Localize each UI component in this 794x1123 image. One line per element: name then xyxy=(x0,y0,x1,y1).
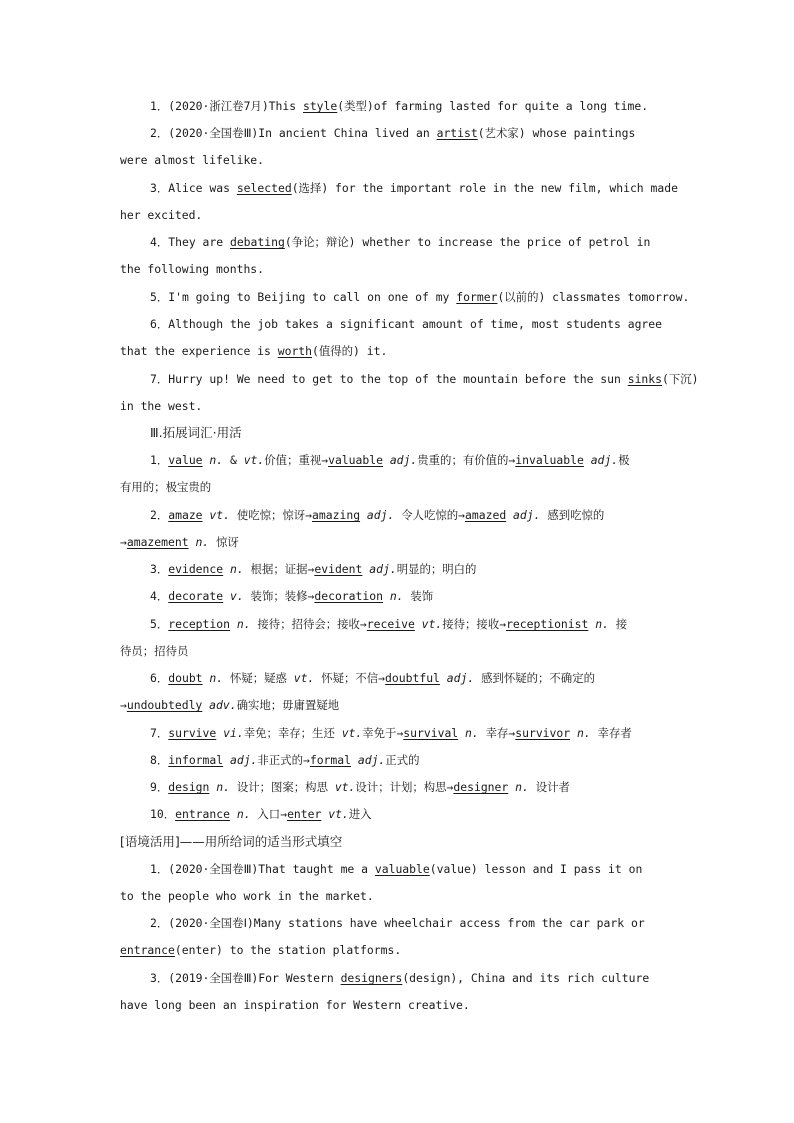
text-segment xyxy=(230,617,237,631)
part-of-speech: n. xyxy=(595,617,609,631)
text-segment: 感到吃惊的 xyxy=(540,508,605,522)
sentence-7-line-2 xyxy=(120,398,680,414)
part-of-speech: n. xyxy=(236,807,251,821)
text-segment: 价值；重视→ xyxy=(264,453,329,467)
sentence-2-line-2 xyxy=(120,152,680,168)
text-segment: 2． xyxy=(150,508,169,522)
part-of-speech: adj. xyxy=(389,453,418,467)
part-of-speech: vt. xyxy=(421,617,443,631)
answer-word: entrance xyxy=(120,943,175,957)
answer-word: style xyxy=(302,99,338,113)
text-segment: 5．I'm going to Beijing to call on one of my xyxy=(150,290,457,304)
answer-word: amazement xyxy=(126,535,189,549)
sentence-4-line-1 xyxy=(150,234,680,250)
text-segment: that the experience is xyxy=(120,344,278,358)
answer-word: reception xyxy=(168,617,230,631)
word-family-6-line-1 xyxy=(150,670,680,686)
part-of-speech: adj. xyxy=(366,508,395,522)
part-of-speech: n. xyxy=(236,617,251,631)
text-segment: 4．They are xyxy=(150,235,230,249)
text-segment: (value) lesson and I pass it on xyxy=(429,862,643,876)
part-of-speech: n. xyxy=(389,589,404,603)
text-segment: 接待；招待会；接收→ xyxy=(250,617,367,631)
text-segment: 10． xyxy=(150,807,176,821)
text-segment: 3．(2019·全国卷Ⅲ)For Western xyxy=(150,971,341,985)
part-of-speech: n. xyxy=(216,780,230,794)
text-segment: 装饰；装修→ xyxy=(243,589,315,603)
text-segment: 2．(2020·全国卷Ⅲ)In ancient China lived an xyxy=(150,126,437,140)
answer-word: evident xyxy=(314,562,363,576)
word-family-1-line-2 xyxy=(120,479,680,495)
sentence-7-line-1 xyxy=(150,371,699,387)
text-segment: to the people who work in the market. xyxy=(120,889,374,903)
part-of-speech: vt. xyxy=(328,807,349,821)
sentence-3-line-2 xyxy=(120,207,680,223)
text-segment: 非正式的→ xyxy=(257,753,310,767)
part-of-speech: vt. xyxy=(209,508,230,522)
text-segment: & xyxy=(223,453,244,467)
part-of-speech: n. xyxy=(229,562,244,576)
text-segment: (值得的) it. xyxy=(312,344,388,358)
text-segment: 入口→ xyxy=(250,807,288,821)
word-family-10-line-1 xyxy=(150,806,680,822)
word-family-9-line-1 xyxy=(150,779,680,795)
text-segment xyxy=(415,617,422,631)
text-segment xyxy=(360,508,367,522)
word-family-1-line-1 xyxy=(150,452,680,468)
sentence-4-line-2 xyxy=(120,261,680,277)
part-of-speech: adv. xyxy=(209,698,237,712)
text-segment: 怀疑；不信→ xyxy=(314,671,386,685)
word-family-6-line-2 xyxy=(120,697,680,713)
text-segment: 6． xyxy=(150,671,169,685)
answer-word: value xyxy=(168,453,203,467)
word-family-5-line-2 xyxy=(120,643,680,659)
text-segment xyxy=(383,589,390,603)
part-of-speech: vi. xyxy=(223,726,244,740)
answer-word: sinks xyxy=(627,372,663,386)
sentence-1-line-1 xyxy=(150,98,680,114)
part-of-speech: adj. xyxy=(590,453,619,467)
text-segment: 怀疑；疑惑 xyxy=(223,671,294,685)
text-segment: 6．Although the job takes a significant amount of time, most students agree xyxy=(150,317,663,331)
text-segment: 1．(2020·浙江卷7月)This xyxy=(150,99,303,113)
text-segment: 确实地；毋庸置疑地 xyxy=(236,698,340,712)
context-sentence-2-line-2 xyxy=(120,942,680,958)
text-segment: 接 xyxy=(608,617,628,631)
section-3-heading: Ⅲ.拓展词汇·用活 xyxy=(150,425,242,440)
answer-word: valuable xyxy=(328,453,383,467)
sentence-2-line-1 xyxy=(150,125,680,141)
text-segment: 1． xyxy=(150,453,169,467)
answer-word: doubtful xyxy=(385,671,440,685)
text-segment: 7． xyxy=(150,726,169,740)
sentence-6-line-1 xyxy=(150,316,680,332)
part-of-speech: adj. xyxy=(229,753,258,767)
text-segment: (design), China and its rich culture xyxy=(402,971,650,985)
part-of-speech: vt. xyxy=(334,780,356,794)
part-of-speech: n. xyxy=(209,671,224,685)
text-segment: 3． xyxy=(150,562,169,576)
text-segment: 设计；计划；构思→ xyxy=(355,780,454,794)
answer-word: entrance xyxy=(175,807,230,821)
text-segment: 令人吃惊的→ xyxy=(394,508,466,522)
answer-word: evidence xyxy=(168,562,224,576)
answer-word: artist xyxy=(436,126,478,140)
text-segment: (下沉) xyxy=(662,372,699,386)
text-segment: (类型)of farming lasted for quite a long time. xyxy=(337,99,649,113)
text-segment xyxy=(458,726,465,740)
answer-word: receive xyxy=(366,617,415,631)
context-sentence-1-line-2 xyxy=(120,888,680,904)
text-segment: 9． xyxy=(150,780,169,794)
word-family-7-line-1 xyxy=(150,725,680,741)
text-segment: 根据；证据→ xyxy=(243,562,315,576)
answer-word: designers xyxy=(340,971,403,985)
text-segment: were almost lifelike. xyxy=(120,153,265,167)
part-of-speech: n. xyxy=(195,535,210,549)
text-segment: 4． xyxy=(150,589,169,603)
text-segment: her excited. xyxy=(120,208,203,222)
text-segment: the following months. xyxy=(120,262,265,276)
text-segment: 设计者 xyxy=(528,780,570,794)
part-of-speech: adj. xyxy=(446,671,475,685)
text-segment: 有用的；极宝贵的 xyxy=(120,480,212,494)
context-sentence-1-line-1 xyxy=(150,861,680,877)
answer-word: amazed xyxy=(465,508,507,522)
answer-word: invaluable xyxy=(515,453,584,467)
part-of-speech: n. xyxy=(465,726,479,740)
text-segment: 2．(2020·全国卷Ⅰ)Many stations have wheelchair access from the car park or xyxy=(150,916,645,930)
text-segment: 极 xyxy=(618,453,630,467)
text-segment xyxy=(230,807,237,821)
text-segment: → xyxy=(120,535,127,549)
text-segment: 幸免于→ xyxy=(362,726,404,740)
text-segment: 感到怀疑的；不确定的 xyxy=(474,671,595,685)
text-segment xyxy=(440,671,447,685)
text-segment: 接待；接收→ xyxy=(442,617,507,631)
text-segment xyxy=(223,589,230,603)
part-of-speech: n. xyxy=(576,726,591,740)
text-segment: 待员；招待员 xyxy=(120,644,189,658)
answer-word: enter xyxy=(287,807,322,821)
answer-word: former xyxy=(456,290,498,304)
text-segment xyxy=(351,753,358,767)
part-of-speech: n. xyxy=(515,780,529,794)
text-segment xyxy=(570,726,577,740)
text-segment: 幸存→ xyxy=(478,726,516,740)
word-family-4-line-1 xyxy=(150,588,680,604)
text-segment: 正式的 xyxy=(385,753,420,767)
sentence-5-line-1 xyxy=(150,289,690,305)
text-segment: in the west. xyxy=(120,399,203,413)
text-segment: 进入 xyxy=(348,807,372,821)
answer-word: selected xyxy=(236,181,292,195)
text-segment xyxy=(223,562,230,576)
text-segment: → xyxy=(120,698,127,712)
text-segment: 装饰 xyxy=(403,589,434,603)
part-of-speech: vt. xyxy=(293,671,315,685)
text-segment: (艺术家) whose paintings xyxy=(477,126,636,140)
text-segment: 幸免；幸存；生还 xyxy=(243,726,342,740)
text-segment: 明显的；明白的 xyxy=(396,562,477,576)
answer-word: receptionist xyxy=(506,617,589,631)
part-of-speech: adj. xyxy=(357,753,386,767)
part-of-speech: v. xyxy=(229,589,244,603)
text-segment: 惊讶 xyxy=(209,535,239,549)
answer-word: undoubtedly xyxy=(126,698,203,712)
text-segment: have long been an inspiration for Western creative. xyxy=(120,998,470,1012)
text-segment: 3．Alice was xyxy=(150,181,237,195)
context-usage-heading: [语境活用]——用所给词的适当形式填空 xyxy=(120,834,343,849)
text-segment: 5． xyxy=(150,617,169,631)
answer-word: amaze xyxy=(168,508,203,522)
answer-word: formal xyxy=(309,753,351,767)
context-sentence-2-line-1 xyxy=(150,915,680,931)
text-segment xyxy=(383,453,390,467)
part-of-speech: adj. xyxy=(513,508,541,522)
answer-word: survival xyxy=(403,726,459,740)
text-segment: (以前的) classmates tomorrow. xyxy=(497,290,690,304)
text-segment: 贵重的；有价值的→ xyxy=(417,453,516,467)
text-segment: (enter) to the station platforms. xyxy=(174,943,402,957)
answer-word: designer xyxy=(453,780,509,794)
word-family-2-line-2 xyxy=(120,534,680,550)
answer-word: survive xyxy=(168,726,217,740)
text-segment xyxy=(584,453,591,467)
part-of-speech: n. xyxy=(209,453,224,467)
part-of-speech: vt. xyxy=(341,726,363,740)
answer-word: valuable xyxy=(374,862,430,876)
text-segment: 幸存者 xyxy=(590,726,632,740)
text-segment: 7．Hurry up! We need to get to the top of the mountain before the sun xyxy=(150,372,628,386)
answer-word: informal xyxy=(168,753,224,767)
answer-word: decorate xyxy=(168,589,224,603)
word-family-3-line-1 xyxy=(150,561,680,577)
text-segment: (选择) for the important role in the new film, which made xyxy=(291,181,678,195)
word-family-8-line-1 xyxy=(150,752,680,768)
sentence-3-line-1 xyxy=(150,180,680,196)
text-segment: 1．(2020·全国卷Ⅲ)That taught me a xyxy=(150,862,375,876)
part-of-speech: adj. xyxy=(369,562,397,576)
answer-word: worth xyxy=(277,344,313,358)
context-sentence-3-line-1 xyxy=(150,970,680,986)
answer-word: design xyxy=(168,780,210,794)
answer-word: amazing xyxy=(312,508,361,522)
word-family-2-line-1 xyxy=(150,507,680,523)
answer-word: decoration xyxy=(314,589,383,603)
text-segment: (争论；辩论) whether to increase the price of petrol in xyxy=(284,235,651,249)
context-sentence-3-line-2 xyxy=(120,997,680,1013)
text-segment xyxy=(223,753,230,767)
answer-word: survivor xyxy=(515,726,571,740)
text-segment: 设计；图案；构思 xyxy=(229,780,335,794)
word-family-5-line-1 xyxy=(150,616,680,632)
answer-word: doubt xyxy=(168,671,203,685)
part-of-speech: vt. xyxy=(243,453,265,467)
text-segment: 8． xyxy=(150,753,169,767)
sentence-6-line-2 xyxy=(120,343,680,359)
answer-word: debating xyxy=(229,235,285,249)
text-segment: 使吃惊；惊讶→ xyxy=(229,508,313,522)
